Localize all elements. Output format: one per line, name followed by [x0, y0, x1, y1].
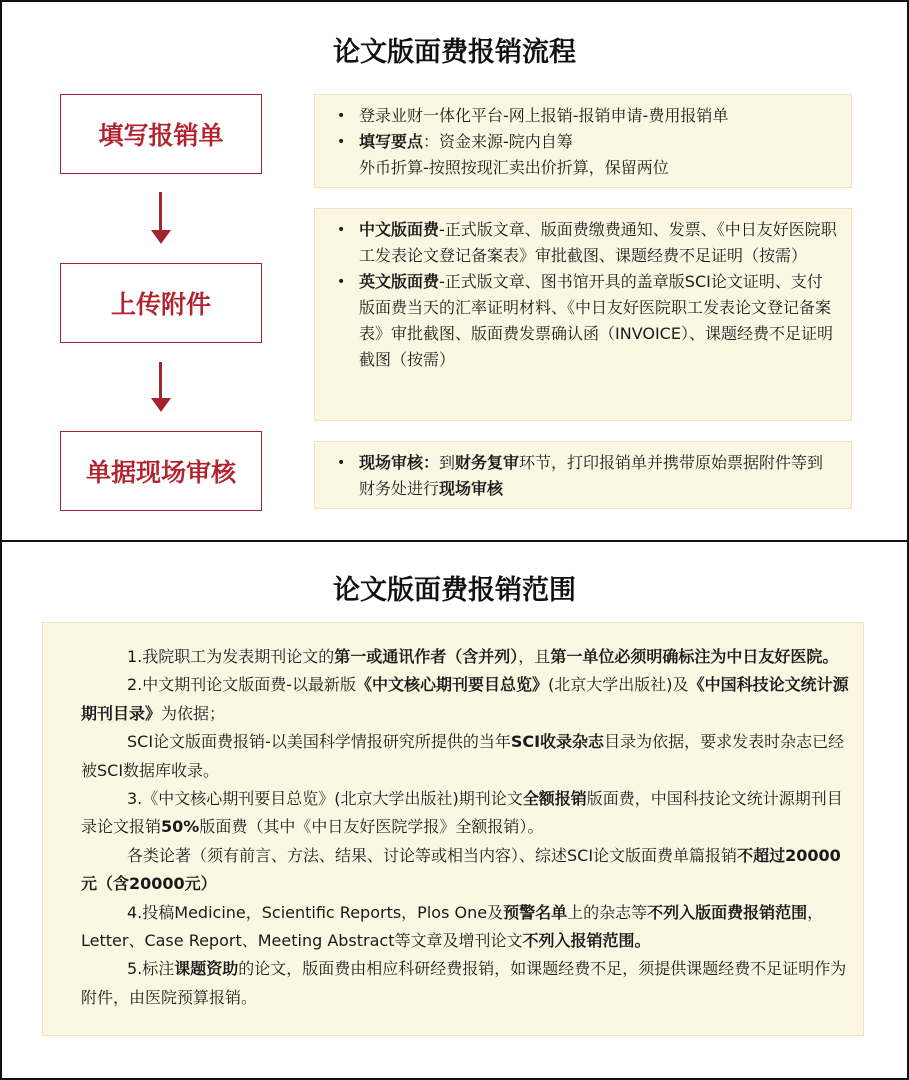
scope-paragraph: SCI论文版面费报销-以美国科学情报研究所提供的当年SCI收录杂志目录为依据，要求发表时杂志已经被SCI数据库收录。 — [81, 732, 845, 780]
scope-paragraph: 5.标注课题资助的论文，版面费由相应科研经费报销，如课题经费不足，须提供课题经费不足证明作为附件，由医院预算报销。 — [81, 959, 847, 1007]
note-item: • 英文版面费-正式版文章、图书馆开具的盖章版SCI论文证明、支付版面费当天的汇率证明材料、《中日友好医院职工发表论文登记备案表》审批截图、版面费发票确认函（INVOICE）、课题经费不足证明截图（按需） — [359, 269, 837, 373]
audit-notes — [314, 441, 852, 509]
upload-notes — [314, 208, 852, 421]
step-fill-form — [60, 94, 262, 174]
fill-form-notes — [314, 94, 852, 188]
scope-paragraph: 2.中文期刊论文版面费-以最新版《中文核心期刊要目总览》(北京大学出版社)及《中国科技论文统计源期刊目录》为依据； — [81, 675, 849, 723]
scope-paragraph: 各类论著（须有前言、方法、结果、讨论等或相当内容）、综述SCI论文版面费单篇报销不超过20000元（含20000元） — [81, 845, 841, 894]
note-item: • 填写要点：资金来源-院内自筹 — [359, 129, 837, 155]
scope-paragraph: 1.我院职工为发表期刊论文的第一或通讯作者（含并列），且第一单位必须明确标注为中日友好医院。 — [127, 647, 839, 666]
note-subline: 外币折算-按照按现汇卖出价折算，保留两位 — [359, 158, 669, 177]
scope-paragraph: 4.投稿Medicine，Scientific Reports，Plos One及预警名单上的杂志等不列入版面费报销范围，Letter、Case Report、Meeting Abstract等文章及增刊论文不列入报销范围。 — [81, 902, 824, 951]
step-fill-form-label: 填写报销单 — [98, 121, 224, 150]
arrow-down-icon — [151, 362, 171, 414]
scope-content — [42, 622, 864, 1036]
scope-title: 论文版面费报销范围 — [333, 575, 576, 606]
note-item: • 现场审核：到财务复审环节，打印报销单并携带原始票据附件等到财务处进行现场审核 — [359, 450, 837, 502]
step-onsite-audit-label: 单据现场审核 — [85, 458, 236, 487]
step-upload-attachments-label: 上传附件 — [110, 290, 211, 319]
arrow-down-icon — [151, 192, 171, 244]
step-onsite-audit — [60, 431, 262, 511]
scope-paragraph: 3.《中文核心期刊要目总览》(北京大学出版社)期刊论文全额报销版面费，中国科技论文统计源期刊目录论文报销50%版面费（其中《中日友好医院学报》全额报销）。 — [81, 789, 843, 837]
note-item: • 登录业财一体化平台-网上报销-报销申请-费用报销单 — [359, 103, 837, 129]
step-upload-attachments — [60, 263, 262, 343]
note-item: • 中文版面费-正式版文章、版面费缴费通知、发票、《中日友好医院职工发表论文登记备案表》审批截图、课题经费不足证明（按需） — [359, 217, 837, 269]
reimbursement-scope-panel — [0, 540, 909, 1080]
process-title: 论文版面费报销流程 — [333, 37, 576, 68]
